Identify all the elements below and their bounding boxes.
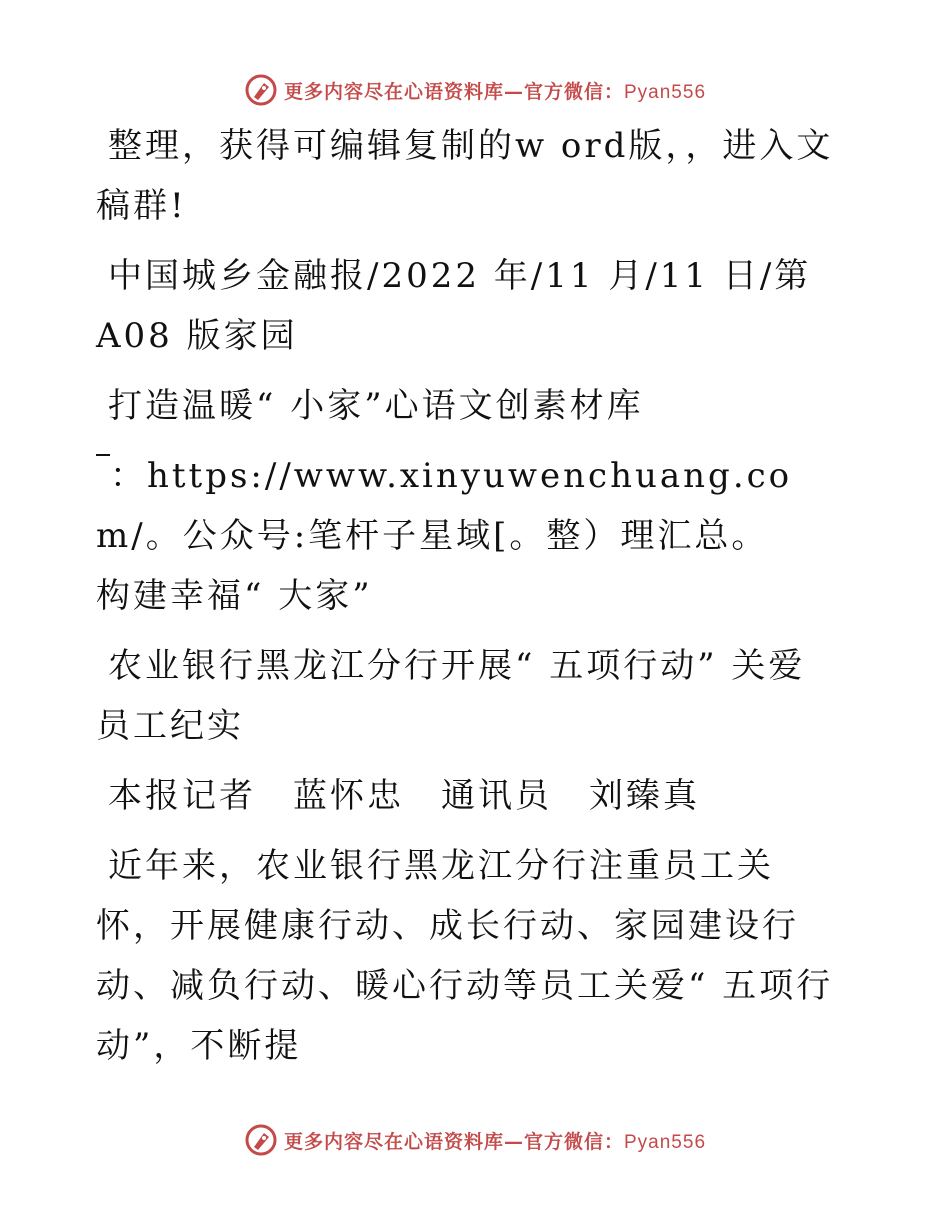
paragraph-headline: 打造温暖“ 小家”心语文创素材库: [108, 386, 644, 426]
wechat-id: Pyan556: [624, 81, 707, 103]
paragraph-intro: 整理，获得可编辑复制的w ord版，，进入文稿群!: [96, 126, 834, 226]
document-body: [96, 116, 836, 1086]
pen-nib-logo-icon: [244, 1123, 278, 1157]
paragraph-byline: 本报记者 蓝怀忠 通讯员 刘臻真: [108, 776, 700, 816]
footer-watermark-banner: [0, 1120, 950, 1160]
dash-mark: [96, 454, 110, 456]
paragraph-source: 中国城乡金融报/2022 年/11 月/11 日/第 A08 版家园: [96, 256, 812, 356]
wechat-id: Pyan556: [624, 1131, 707, 1153]
header-watermark-banner: [0, 70, 950, 110]
paragraph-body: 近年来，农业银行黑龙江分行注重员工关怀，开展健康行动、成长行动、家园建设行动、减负行动、暖心行动等员工关爱“ 五项行动”，不断提: [96, 846, 834, 1066]
paragraph-subtitle: 农业银行黑龙江分行开展“ 五项行动” 关爱员工纪实: [96, 646, 806, 746]
pen-nib-logo-icon: [244, 73, 278, 107]
paragraph-website: [96, 446, 836, 626]
watermark-text: 更多内容尽在心语资料库—官方微信：Pyan556: [283, 80, 707, 103]
watermark-text: 更多内容尽在心语资料库—官方微信：Pyan556: [283, 1130, 707, 1153]
paragraph-website-text: ：https://www.xinyuwenchuang.com/。公众号:笔杆子星域[。整）理汇总。 构建幸福“ 大家”: [96, 456, 826, 616]
